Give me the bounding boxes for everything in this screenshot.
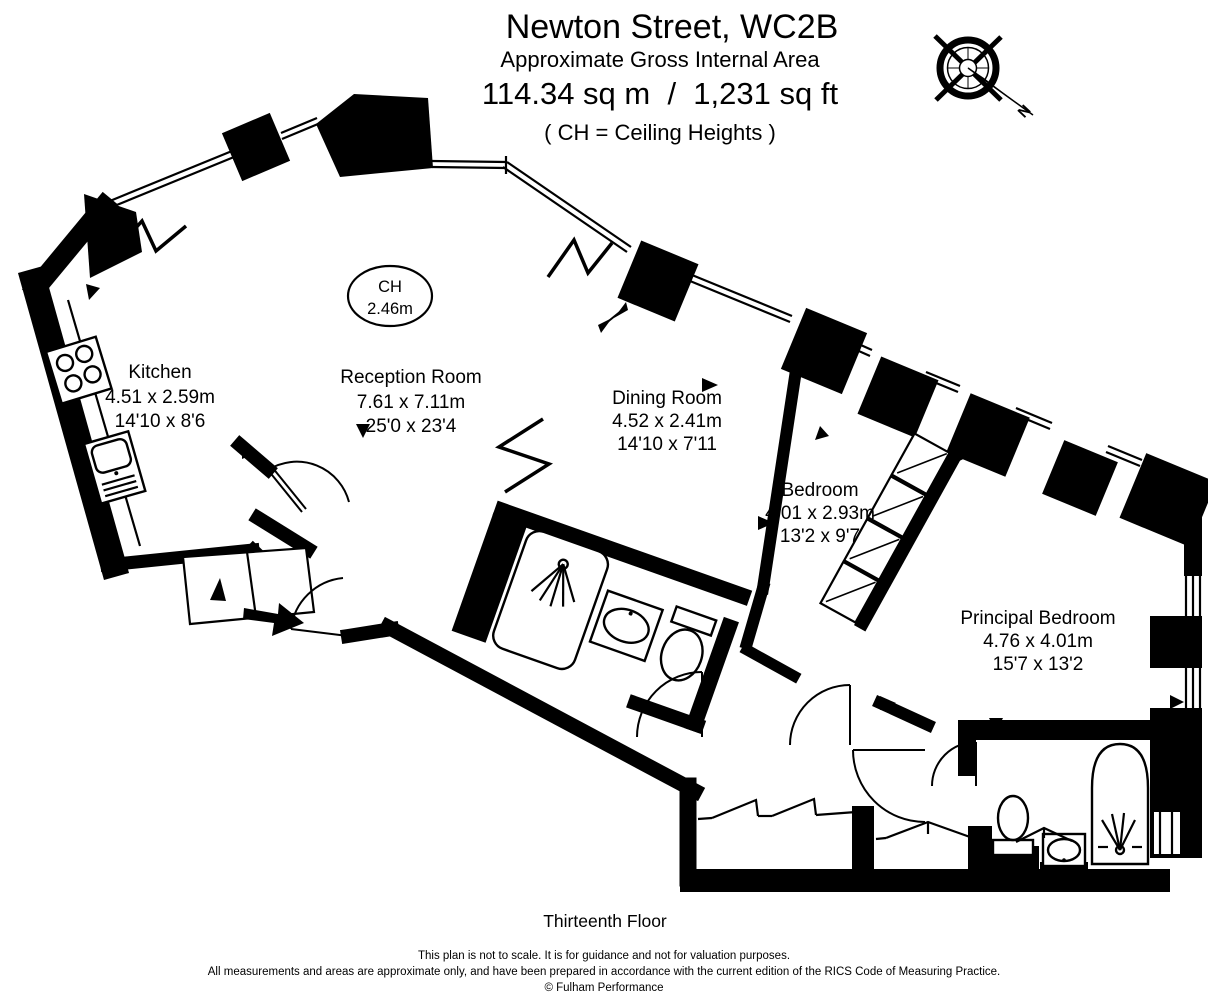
marker-icon <box>1170 695 1184 709</box>
principal-bedroom-label <box>960 608 1115 675</box>
room-name: Principal Bedroom <box>960 608 1116 629</box>
compass-icon <box>935 36 1034 120</box>
gross-area: 114.34 sq m / 1,231 sq ft <box>481 76 839 111</box>
bedroom-label <box>765 480 875 547</box>
page-title: Newton Street, WC2B <box>505 8 839 46</box>
kitchen-door <box>268 462 349 512</box>
room-size-metric: 4.52 x 2.41m <box>612 411 722 432</box>
closet-bifold-doors <box>698 799 856 819</box>
kitchen-label <box>105 362 215 432</box>
window-measure-icon <box>598 302 628 333</box>
window <box>281 118 318 139</box>
window <box>432 156 506 174</box>
room-size-imperial: 15'7 x 13'2 <box>992 654 1084 675</box>
ch-abbr: CH <box>378 278 402 296</box>
ensuite <box>993 744 1148 866</box>
window <box>690 275 792 322</box>
marker-icon <box>815 426 829 440</box>
ceiling-height-note: ( CH = Ceiling Heights ) <box>544 120 776 145</box>
room-size-imperial: 14'10 x 7'11 <box>617 434 717 455</box>
disclaimer-line2: All measurements and areas are approximate only, and have been prepared in accordance with the current edition of the RICS Code of Measuring Practice. <box>207 966 1001 978</box>
footer <box>208 911 1000 994</box>
radiator-icon <box>548 240 612 277</box>
ceiling-height-badge <box>348 266 432 326</box>
room-size-metric: 4.76 x 4.01m <box>983 631 1093 652</box>
room-name: Bedroom <box>781 480 859 501</box>
ch-value: 2.46m <box>367 300 413 318</box>
window <box>105 151 234 209</box>
outer-walls <box>34 94 1208 892</box>
page-subtitle: Approximate Gross Internal Area <box>500 47 820 72</box>
wall-block-top <box>316 94 433 177</box>
room-name: Kitchen <box>128 362 192 383</box>
disclaimer-line1: This plan is not to scale. It is for guidance and not for valuation purposes. <box>417 950 791 962</box>
header <box>482 8 839 145</box>
window <box>1184 576 1202 616</box>
room-size-imperial: 14'10 x 8'6 <box>114 411 206 432</box>
ensuite-toilet-icon <box>993 796 1033 855</box>
window <box>503 162 631 252</box>
room-size-imperial: 13'2 x 9'7 <box>779 526 861 547</box>
bathroom <box>447 501 752 734</box>
dining-room-label <box>612 388 722 455</box>
room-size-imperial: 25'0 x 23'4 <box>365 416 457 437</box>
bathroom-sink-icon <box>590 591 663 661</box>
north-label: N <box>1013 100 1034 121</box>
radiator-icons <box>116 221 612 492</box>
ensuite-bath-icon <box>1092 744 1148 864</box>
radiator-icon <box>499 419 549 492</box>
room-size-metric: 4.51 x 2.59m <box>105 387 215 408</box>
copyright: © Fulham Performance <box>544 982 664 994</box>
window <box>1184 668 1202 708</box>
closet-bifold-doors <box>876 822 980 839</box>
kitchen-fittings <box>46 283 314 624</box>
room-name: Dining Room <box>612 388 722 409</box>
ensuite-sink-icon <box>1043 834 1085 866</box>
room-name: Reception Room <box>340 367 482 388</box>
bedroom-door <box>790 685 850 745</box>
room-size-metric: 4.01 x 2.93m <box>765 503 875 524</box>
room-size-metric: 7.61 x 7.11m <box>356 392 466 413</box>
floor-label: Thirteenth Floor <box>543 911 667 931</box>
